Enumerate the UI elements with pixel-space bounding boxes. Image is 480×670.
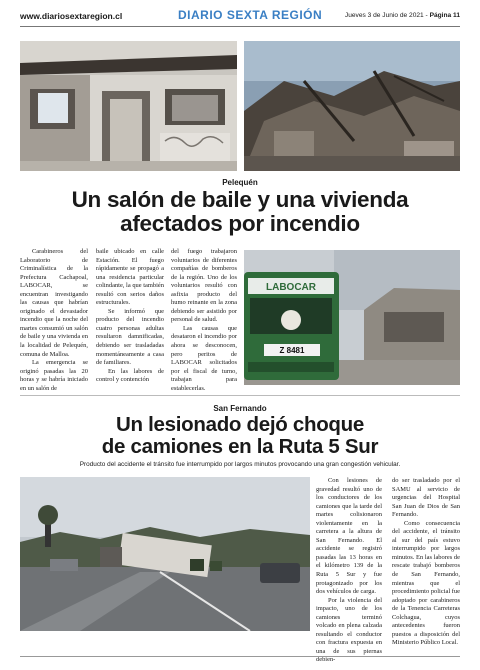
story1-c3-p1: del fuego trabajaron voluntarios de diferentes compañías de bomberos de la región. Uno de los voluntarios resultó con asfixia producto del humo reinante en la zona debiendo ser asistido por personal de salud. [171,248,237,324]
vehicle-labocar-text: LABOCAR [266,282,316,293]
footer-rule [20,656,460,657]
site-url: www.diariosextaregion.cl [20,11,123,21]
story1-headline-line2: afectados por incendio [120,211,360,236]
story1-headline [20,188,460,236]
photo-truck-crash [20,477,310,631]
date-text: Jueves 3 de Junio de 2021 - [344,12,430,19]
story1-c2-p1: baile ubicado en calle Estación. El fuego rápidamente se propagó a una residencia particular colindante, la que también resultó con serios daños estructurales. [96,248,164,307]
photo-fire-debris [244,41,460,171]
burned-building-image [20,41,237,171]
story2-kicker: San Fernando [213,404,267,413]
fire-debris-image [244,41,460,171]
story2-column-1 [316,477,382,665]
truck-crash-image [20,477,310,631]
story2-subtitle: Producto del accidente el tránsito fue interrumpido por largos minutos provocando una gran congestión vehicular. [79,461,401,468]
photo-labocar-vehicle [244,250,460,385]
story1-column-2 [96,248,164,385]
page-number: Página 11 [429,12,460,19]
vehicle-plate: Z 8481 [279,346,305,355]
story2-c1-p2: Por la violencia del impacto, uno de los camiones terminó volcado en plena calzada resultando el conductor con fractura expuesta en una de sus piernas debien- [316,596,382,664]
story1-c1-p2: La emergencia se originó pasadas las 20 horas y se habría iniciado en un salón de [20,359,88,392]
story1-c1-p1: Carabineros del Laboratorio de Criminalística de la Prefectura Cachapoal, LABOCAR, se encuentran investigando las causas que habrían originado el devastador incendio que la noche del martes consumió un salón de baile y una vivienda en la localidad de Pelequén, comuna de Malloa. [20,248,88,358]
newspaper-title: DIARIO SEXTA REGIÓN [178,8,323,22]
story1-c3-p2: Las causas que desataron el incendio por ahora se desconocen, pero peritos de LABOCAR solicitados por el fiscal de turno, trabajan para establecerlas. [171,324,237,392]
story1-headline-line1: Un salón de baile y una vivienda [71,187,409,212]
story2-c1-p1: Con lesiones de gravedad resultó uno de los conductores de los camiones que la tarde del martes colisionaron violentamente en la carretera a la altura de San Fernando. El accidente se registró pasadas las 13 horas en el kilómetro 139 de la Ruta 5 Sur y fue protagonizado por los dos vehículos de carga. [316,477,382,596]
story2-c2-p2: Como consecuencia del accidente, el tránsito al sur del país estuvo interrumpido por largos minutos. En las labores de rescate trabajó bomberos de San Fernando, mientras que el procedimiento policial fue adoptado por carabineros de la Tenencia Carreteras Colchagua, cuyos antecedentes fueron puestos a disposición del Ministerio Público Local. [392,519,460,647]
story2-headline [20,414,460,458]
header-rule [20,26,460,27]
story2-headline-line1: Un lesionado dejó choque [116,413,364,436]
labocar-vehicle-image [244,250,460,385]
story2-column-2 [392,477,460,648]
photo-burned-building [20,41,237,171]
story1-c2-p3: En las labores de control y contención [96,367,164,384]
issue-date [345,12,460,19]
story-divider [20,395,460,396]
story1-c2-p2: Se informó que producto del incendio cuatro personas adultas resultaron damnificadas, debiendo ser trasladadas momentáneamente a casa de familiares. [96,307,164,367]
story1-kicker: Pelequén [222,178,258,187]
story2-headline-line2: de camiones en la Ruta 5 Sur [101,435,379,458]
story1-column-3 [171,248,237,393]
story1-column-1 [20,248,88,393]
story2-c2-p1: do ser trasladado por el SAMU al servicio de urgencias del Hospital San Juan de Dios de San Fernando. [392,477,460,519]
